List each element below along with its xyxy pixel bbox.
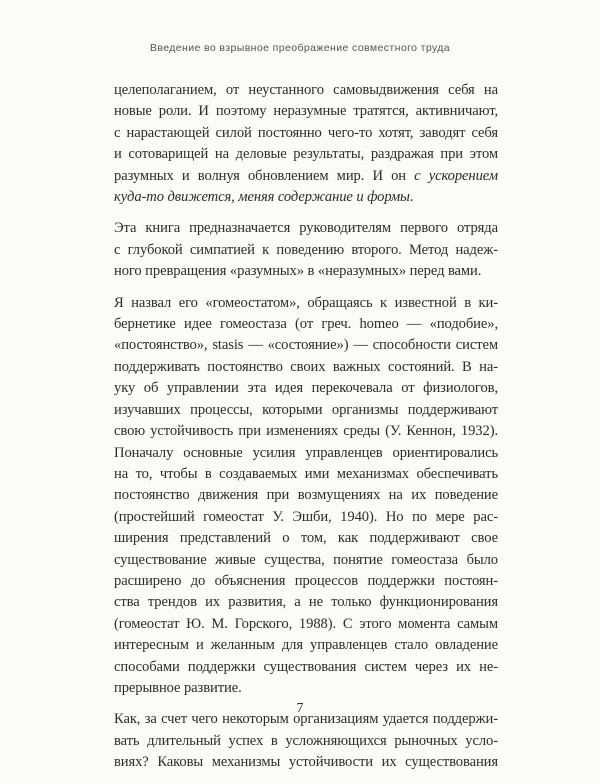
- text-line: [114, 187, 498, 208]
- italic-text: с ускорением: [414, 167, 498, 184]
- text-line: [114, 550, 498, 571]
- text-line: [114, 731, 498, 752]
- text-segment: разумных и волнуя обновлением мир. И он: [114, 167, 415, 184]
- text-segment: бернетике идее гомеостаза (от греч. homeo — «подобие»,: [114, 316, 498, 333]
- text-line: [114, 101, 498, 122]
- text-line: [114, 421, 498, 442]
- text-line: [114, 240, 498, 261]
- text-line: [114, 357, 498, 378]
- text-segment: свою устойчивость при изменениях среды (У. Кеннон, 1932).: [114, 423, 498, 440]
- text-line: [114, 293, 498, 314]
- text-segment: ства трендов их развития, а не только функционирования: [114, 594, 498, 611]
- paragraph: [114, 80, 498, 208]
- text-line: [114, 443, 498, 464]
- text-segment: поддерживать постоянство своих важных состояний. В на-: [114, 358, 498, 375]
- body-text: [114, 80, 498, 784]
- text-segment: вать длительный успех в усложняющихся рыночных усло-: [114, 732, 498, 749]
- text-segment: изучавших процессы, которыми организмы поддерживают: [114, 401, 498, 418]
- text-segment: ного превращения «разумных» в «неразумных» перед вами.: [114, 263, 482, 280]
- text-segment: (гомеостат Ю. М. Горского, 1988). С этого момента самым: [114, 615, 498, 632]
- text-segment: на то, чтобы в создаваемых ими механизмах обеспечивать: [114, 465, 498, 482]
- text-segment: и сотоварищей на деловые результаты, раздражая при этом: [114, 146, 498, 163]
- running-header: Введение во взрывное преображение совместного труда: [149, 42, 451, 54]
- text-line: [114, 752, 498, 773]
- paragraph: [114, 293, 498, 700]
- text-segment: способами поддержки существования систем через их не-: [114, 658, 498, 675]
- page-number: 7: [296, 700, 304, 715]
- text-segment: .: [409, 189, 414, 206]
- text-line: [114, 378, 498, 399]
- text-line: [114, 261, 498, 282]
- paragraph: [114, 218, 498, 282]
- text-line: [114, 678, 498, 699]
- text-segment: существование живые существа, понятие гомеостаза было: [114, 551, 498, 568]
- text-segment: целеполаганием, от неустанного самовыдвижения себя на: [114, 82, 498, 98]
- text-line: [114, 335, 498, 356]
- text-line: [114, 314, 498, 335]
- text-line: [114, 464, 498, 485]
- text-line: [114, 400, 498, 421]
- text-line: [114, 144, 498, 165]
- text-line: [114, 635, 498, 656]
- text-segment: Я назвал его «гомеостатом», обращаясь к известной в ки-: [114, 294, 498, 311]
- text-segment: ширения представлений о том, как поддерживают свое: [114, 530, 498, 547]
- text-segment: уку об управлении эта идея перекочевала от физиологов,: [114, 380, 498, 397]
- text-line: [114, 571, 498, 592]
- text-line: [114, 592, 498, 613]
- italic-text: куда-то движется, меняя содержание и формы: [114, 189, 410, 206]
- text-segment: Как, за счет чего некоторым организациям удается поддержи-: [114, 711, 498, 728]
- text-segment: прерывное развитие.: [114, 679, 242, 696]
- text-line: [114, 528, 498, 549]
- text-line: [114, 614, 498, 635]
- text-segment: Поначалу основные усилия управленцев ориентировались: [114, 444, 498, 461]
- text-segment: виях? Каковы механизмы устойчивости их существования: [114, 754, 498, 771]
- text-segment: интересным и желанным для управленцев стало овладение: [114, 637, 498, 654]
- text-line: [114, 80, 498, 101]
- text-segment: расширено до объяснения процессов поддержки постоян-: [114, 572, 498, 589]
- text-segment: (простейший гомеостат У. Эшби, 1940). Но по мере рас-: [114, 508, 498, 525]
- text-line: [114, 166, 498, 187]
- text-segment: «постоянство», stasis — «состояние») — способности систем: [114, 337, 498, 354]
- text-segment: Эта книга предназначается руководителям первого отряда: [114, 220, 498, 237]
- text-line: [114, 218, 498, 239]
- text-segment: постоянство движения при возмущениях на их поведение: [114, 487, 498, 504]
- text-line: [114, 485, 498, 506]
- text-segment: с нарастающей силой постоянно чего-то хотят, заводят себя: [114, 124, 498, 141]
- text-line: [114, 507, 498, 528]
- text-line: [114, 123, 498, 144]
- text-line: [114, 657, 498, 678]
- text-segment: с глубокой симпатией к поведению второго. Метод надеж-: [114, 241, 498, 258]
- paragraph: [114, 709, 498, 773]
- text-segment: новые роли. И поэтому неразумные тратятся, активничают,: [114, 103, 498, 120]
